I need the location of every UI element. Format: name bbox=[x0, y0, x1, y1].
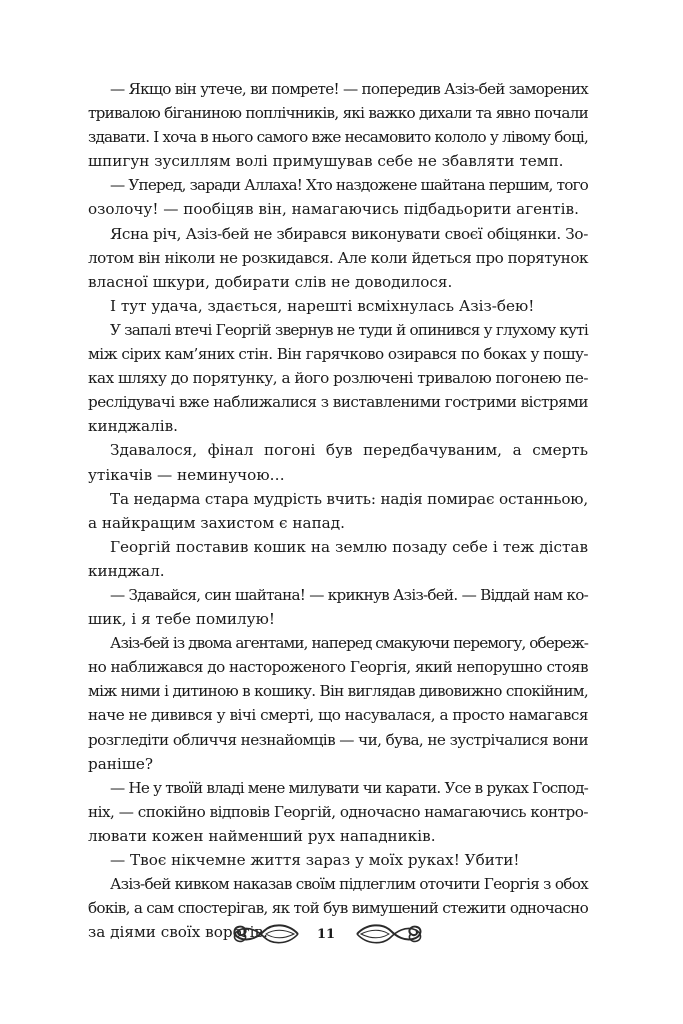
text-line: раніше? bbox=[88, 754, 154, 773]
text-line: У запалі втечі Георгій звернув не туди й опинився у глухому куті bbox=[110, 320, 588, 339]
text-line: І тут удача, здається, нарешті всміхнулась Азіз-бею! bbox=[110, 296, 535, 315]
text-line: — Здавайся, син шайтана! — крикнув Азіз-бей. — Віддай нам ко- bbox=[110, 585, 588, 604]
text-line: здавати. І хоча в нього самого вже несамовито кололо у лівому боці, bbox=[88, 128, 588, 147]
text-line: ках шляху до порятунку, а його розлючені тривалою погонею пе- bbox=[88, 369, 588, 388]
text-line: шпигун зусиллям волі примушував себе не збавляти темп. bbox=[88, 152, 564, 171]
text-line: а найкращим захистом є напад. bbox=[88, 513, 345, 532]
page-footer bbox=[0, 913, 683, 953]
text-line: наче не дивився у вічі смерті, що насувалася, а просто намагався bbox=[88, 706, 588, 725]
text-line: кинджал. bbox=[88, 561, 165, 580]
text-line: Здавалося, фінал погоні був передбачуваним, а смерть bbox=[110, 441, 588, 460]
text-line: — Уперед, заради Аллаха! Хто наздожене шайтана першим, того bbox=[110, 176, 588, 195]
text-line: реслідувачі вже наближалися з виставленими гострими вістрями bbox=[88, 393, 588, 412]
text-line: — Не у твоїй владі мене милувати чи карати. Усе в руках Господ- bbox=[110, 778, 588, 797]
text-line: Георгій поставив кошик на землю позаду себе і теж дістав bbox=[110, 537, 588, 556]
text-line: Азіз-бей кивком наказав своїм підлеглим оточити Георгія з обох bbox=[110, 875, 588, 894]
text-line: Азіз-бей із двома агентами, наперед смакуючи перемогу, обереж- bbox=[110, 634, 588, 653]
text-line: між сірих кам’яних стін. Він гарячково озирався по боках у пошу- bbox=[88, 345, 588, 364]
text-line: лотом він ніколи не розкидався. Але коли йдеться про порятунок bbox=[88, 248, 588, 267]
text-line: шик, і я тебе помилую! bbox=[88, 610, 275, 629]
text-line: власної шкури, добирати слів не доводилося. bbox=[88, 272, 453, 291]
page-number: 11 bbox=[316, 927, 336, 942]
body-text bbox=[88, 77, 588, 944]
text-line: тривалою біганиною поплічників, які важко дихали та явно почали bbox=[88, 104, 588, 123]
text-line: Та недарма стара мудрість вчить: надія помирає останньою, bbox=[110, 489, 588, 508]
text-line: но наближався до настороженого Георгія, який непорушно стояв bbox=[88, 658, 588, 677]
text-line: за діями своїх ворогів. bbox=[88, 923, 268, 942]
text-line: кинджалів. bbox=[88, 417, 178, 436]
text-line: озолочу! — пообіцяв він, намагаючись підбадьорити агентів. bbox=[88, 200, 579, 219]
text-line: лювати кожен найменший рух нападників. bbox=[88, 826, 436, 845]
text-line: Ясна річ, Азіз-бей не збирався виконувати своєї обіцянки. Зо- bbox=[110, 224, 588, 243]
text-line: утікачів — неминучою… bbox=[88, 465, 285, 484]
text-line: розгледіти обличчя незнайомців — чи, бува, не зустрічалися вони bbox=[88, 730, 588, 749]
text-line: боків, а сам спостерігав, як той був вимушений стежити одночасно bbox=[88, 899, 588, 918]
flourish-ornament-icon bbox=[355, 919, 427, 949]
text-line: — Якщо він утече, ви помрете! — попередив Азіз-бей заморених bbox=[110, 80, 588, 98]
text-line: ніх, — спокійно відповів Георгій, одночасно намагаючись контро- bbox=[88, 802, 588, 821]
text-line: — Твоє нікчемне життя зараз у моїх руках! Убити! bbox=[110, 851, 520, 869]
text-line: між ними і дитиною в кошику. Він виглядав дивовижно спокійним, bbox=[88, 682, 588, 701]
flourish-ornament-icon bbox=[228, 919, 300, 949]
